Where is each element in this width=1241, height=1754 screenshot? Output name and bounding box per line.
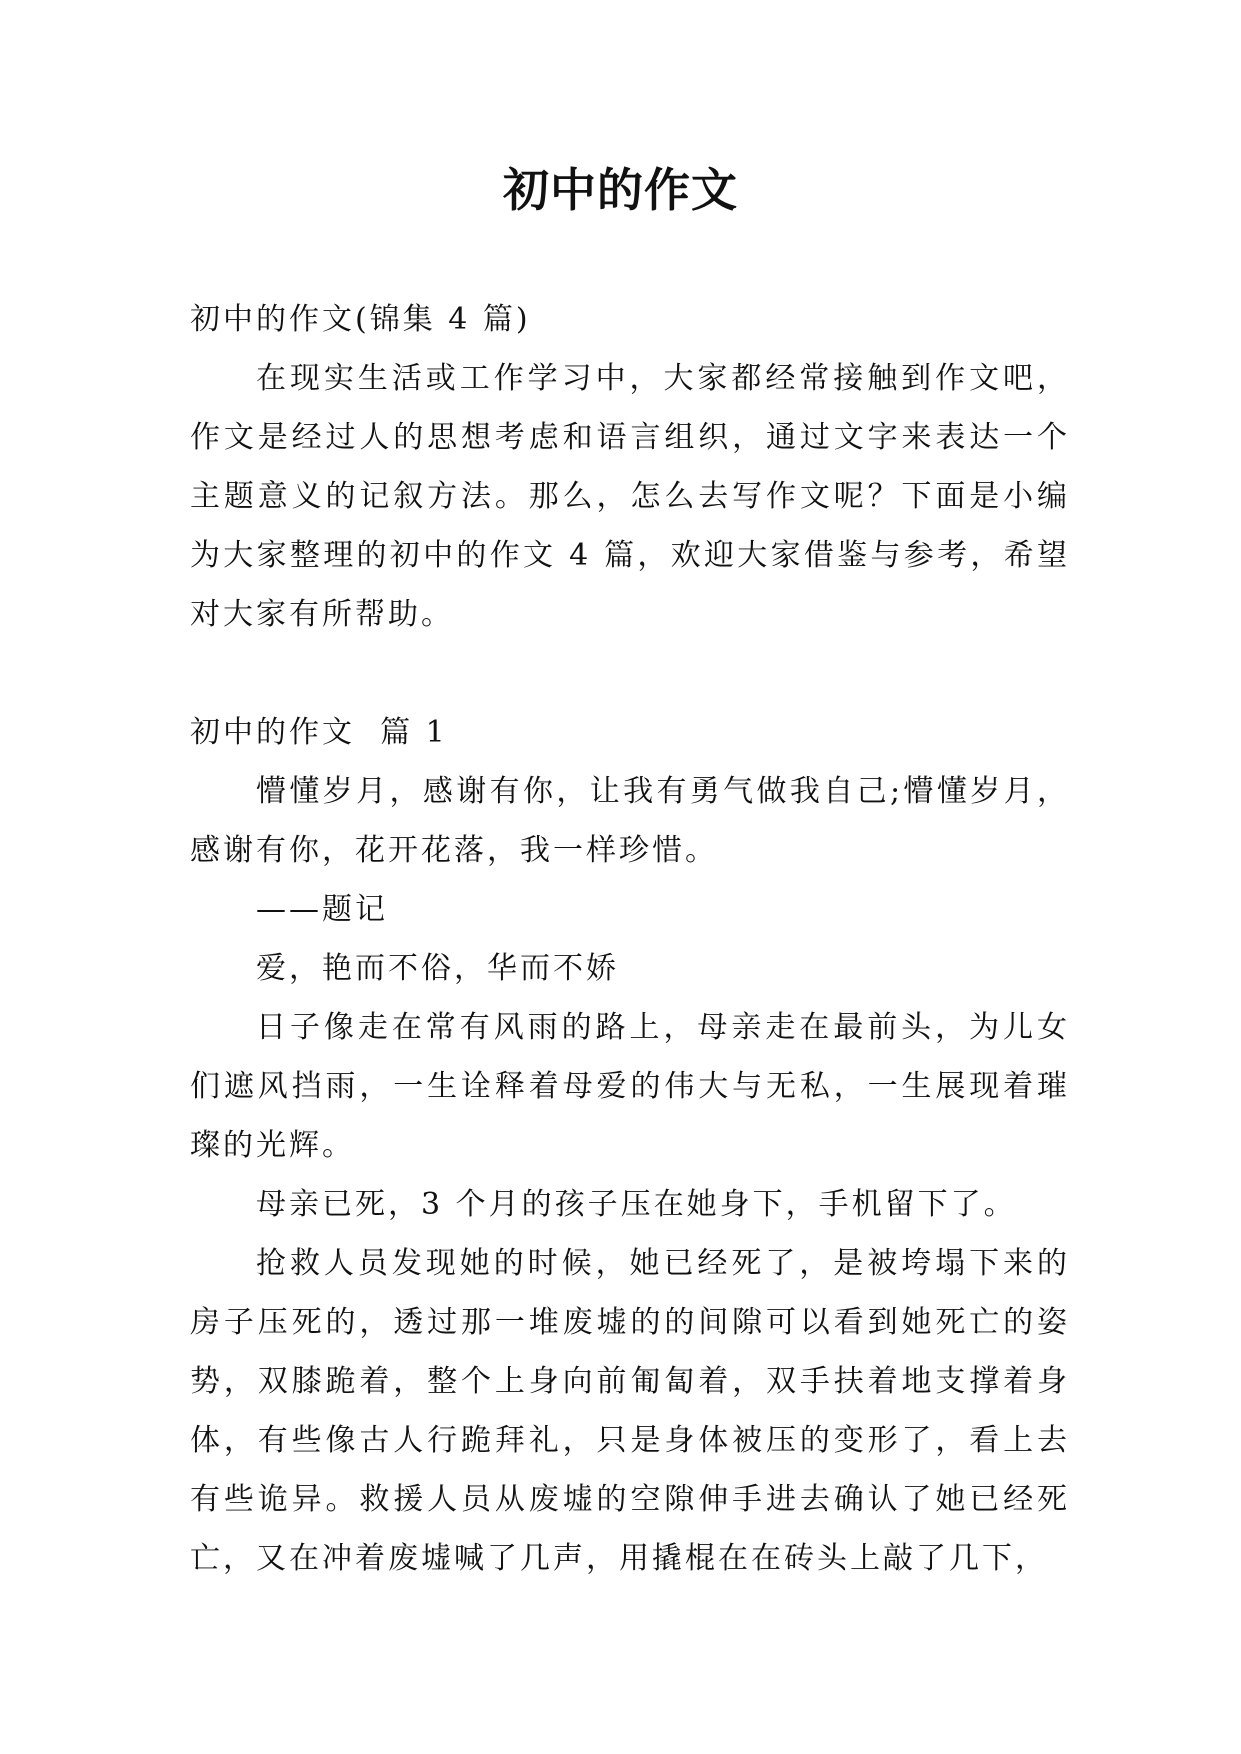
- body-paragraph: 抢救人员发现她的时候，她已经死了，是被垮塌下来的房子压死的，透过那一堆废墟的的间隙可以看到她死亡的姿势，双膝跪着，整个上身向前匍匐着，双手扶着地支撑着身体，有些像古人行跪拜礼，只是身体被压的变形了，看上去有些诡异。救援人员从废墟的空隙伸手进去确认了她已经死亡，又在冲着废墟喊了几声，用撬棍在在砖头上敲了几下，: [190, 1246, 1070, 1576]
- document-body: [190, 290, 1070, 1588]
- body-paragraph: 爱，艳而不俗，华而不娇: [256, 951, 619, 986]
- epigraph-attribution: ——题记: [256, 892, 388, 927]
- body-paragraph: 母亲已死，3 个月的孩子压在她身下，手机留下了。: [256, 1187, 1017, 1222]
- document-title: 初中的作文: [503, 163, 738, 217]
- section-spacer: [190, 644, 1070, 703]
- section-heading: 初中的作文 篇 1: [190, 715, 448, 750]
- intro-paragraph: 在现实生活或工作学习中，大家都经常接触到作文吧，作文是经过人的思想考虑和语言组织，通过文字来表达一个主题意义的记叙方法。那么，怎么去写作文呢？下面是小编为大家整理的初中的作文 4 篇，欢迎大家借鉴与参考，希望对大家有所帮助。: [190, 361, 1070, 632]
- body-paragraph: 懵懂岁月，感谢有你，让我有勇气做我自己;懵懂岁月，感谢有你，花开花落，我一样珍惜。: [190, 774, 1070, 868]
- document-subtitle: 初中的作文(锦集 4 篇): [190, 302, 531, 337]
- body-paragraph: 日子像走在常有风雨的路上，母亲走在最前头，为儿女们遮风挡雨，一生诠释着母爱的伟大与无私，一生展现着璀璨的光辉。: [190, 1010, 1070, 1163]
